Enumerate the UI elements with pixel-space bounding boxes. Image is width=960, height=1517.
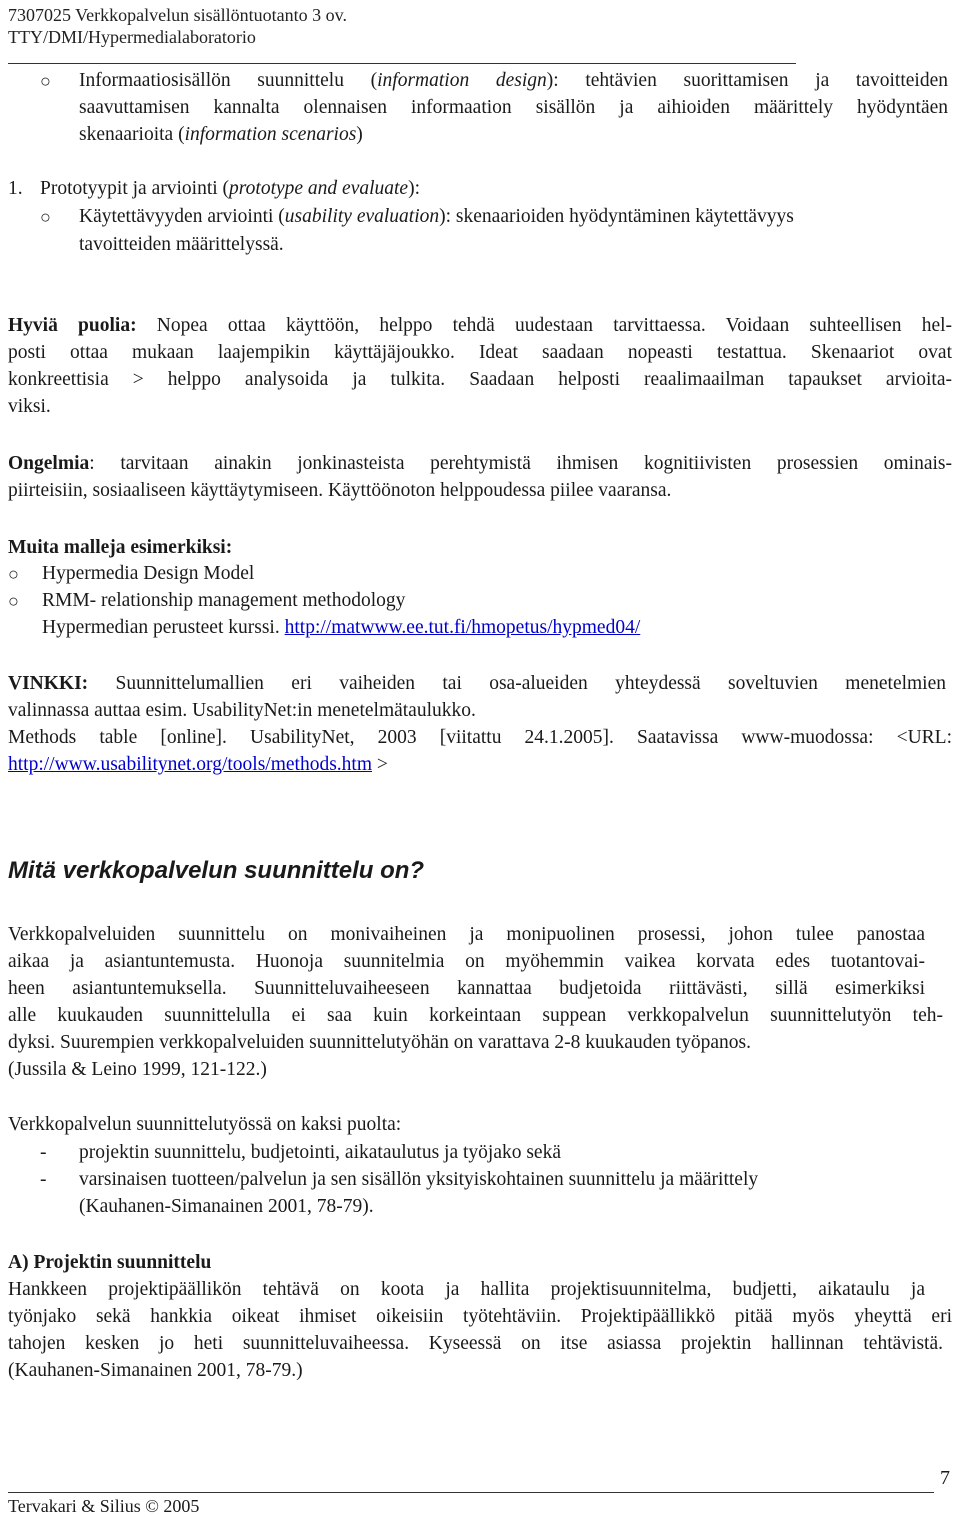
prototype-title: Prototyypit ja arviointi (prototype and evaluate): [40, 178, 421, 199]
usability-eval-line-2: tavoitteiden määrittelyssä. [79, 234, 284, 255]
bullet-icon: ○ [8, 564, 19, 584]
model-item: RMM- relationship management methodology [42, 590, 406, 611]
step-number: 1. [8, 178, 23, 199]
tip-line-3: Methods table [online]. UsabilityNet, 2003 [viitattu 24.1.2005]. Saatavissa www-muodossa: <URL: [8, 727, 952, 748]
model-item: Hypermedia Design Model [42, 563, 255, 584]
pros-line-1: Hyviä puolia: Nopea ottaa käyttöön, helppo tehdä uudestaan tarvittaessa. Voidaan suhteellisen hel- [8, 315, 953, 336]
dash-bullet: - [40, 1169, 47, 1190]
bullet-icon: ○ [40, 207, 51, 227]
para2-intro: Verkkopalvelun suunnittelutyössä on kaksi puolta: [8, 1114, 402, 1135]
para2-item-1: projektin suunnittelu, budjetointi, aikataulutus ja työjako sekä [79, 1142, 561, 1163]
para1-line-2: aikaa ja asiantuntemusta. Huonoja suunnitelmia on myöhemmin vaikea korvata edes tuotantovai- [8, 951, 925, 972]
para1-line-3: heen asiantuntemuksella. Suunnitteluvaiheeseen kannattaa budjetoida riittävästi, sillä esimerkiksi [8, 978, 925, 999]
page-number: 7 [940, 1467, 950, 1489]
tip-line-1: VINKKI: Suunnittelumallien eri vaiheiden tai osa-alueiden yhteydessä soveltuvien menetelmien [8, 673, 947, 694]
project-line-2: työnjako sekä hankkia oikeat ihmiset oikeisiin työtehtäviin. Projektipäällikkö pitää myös yheyttä eri [8, 1306, 952, 1327]
project-line-3: tahojen kesken jo heti suunnitteluvaiheessa. Kyseessä on itse asiassa projektin hallinnan tehtävistä. [8, 1333, 943, 1354]
project-heading: A) Projektin suunnittelu [8, 1252, 212, 1273]
cons-line-1: Ongelmia: tarvitaan ainakin jonkinasteista perehtymistä ihmisen kognitiivisten prosessien ominais- [8, 453, 952, 474]
usability-eval-line-1: Käytettävyyden arviointi (usability evaluation): skenaarioiden hyödyntäminen käytettävyys [79, 206, 794, 227]
pros-line-4: viksi. [8, 396, 51, 417]
tip-line-2: valinnassa auttaa esim. UsabilityNet:in menetelmätaulukko. [8, 700, 476, 721]
course-link[interactable]: http://matwww.ee.tut.fi/hmopetus/hypmed04/ [284, 617, 641, 638]
bullet-icon: ○ [8, 591, 19, 611]
course-reference: Hypermedian perusteet kurssi. http://matwww.ee.tut.fi/hmopetus/hypmed04/ [42, 617, 641, 638]
header-department: TTY/DMI/Hypermedialaboratorio [8, 27, 256, 47]
bullet-icon: ○ [40, 71, 51, 91]
footer-rule [8, 1492, 934, 1493]
header-rule [8, 63, 796, 64]
footer-authors: Tervakari & Silius © 2005 [8, 1496, 200, 1516]
other-models-heading: Muita malleja esimerkiksi: [8, 537, 233, 558]
tip-line-4: http://www.usabilitynet.org/tools/methods.htm > [8, 754, 388, 775]
para1-line-4: alle kuukauden suunnittelulla ei saa kuin korkeintaan suppean verkkopalvelun suunnittelutyön teh- [8, 1005, 943, 1026]
para2-item-2-line-1: varsinaisen tuotteen/palvelun ja sen sisällön yksityiskohtainen suunnittelu ja määrittely [79, 1169, 759, 1190]
info-design-line-2: saavuttamisen kannalta olennaisen informaation sisällön ja aihioiden määrittely hyödyntäen [79, 97, 948, 118]
cons-line-2: piirteisiin, sosiaaliseen käyttäytymiseen. Käyttöönoton helppoudessa piilee vaaransa. [8, 480, 672, 501]
pros-line-3: konkreettisia > helppo analysoida ja tulkita. Saadaan helposti reaalimaailman tapaukset arvioita- [8, 369, 952, 390]
para1-line-1: Verkkopalveluiden suunnittelu on monivaiheinen ja monipuolinen prosessi, johon tulee panostaa [8, 924, 925, 945]
info-design-line-1: Informaatiosisällön suunnittelu (information design): tehtävien suorittamisen ja tavoitteiden [79, 70, 948, 91]
project-line-4: (Kauhanen-Simanainen 2001, 78-79.) [8, 1360, 303, 1381]
dash-bullet: - [40, 1142, 47, 1163]
info-design-line-3: skenaarioita (information scenarios) [79, 124, 363, 145]
section-title: Mitä verkkopalvelun suunnittelu on? [8, 857, 425, 884]
pros-line-2: posti ottaa mukaan laajempikin käyttäjäjoukko. Ideat saadaan nopeasti testattua. Skenaariot ovat [8, 342, 952, 363]
para1-line-6: (Jussila & Leino 1999, 121-122.) [8, 1059, 267, 1080]
project-line-1: Hankkeen projektipäällikön tehtävä on koota ja hallita projektisuunnitelma, budjetti, aikataulu ja [8, 1279, 925, 1300]
header-course-title: 7307025 Verkkopalvelun sisällöntuotanto 3 ov. [8, 5, 347, 25]
usabilitynet-link[interactable]: http://www.usabilitynet.org/tools/methods.htm [8, 754, 372, 775]
para2-item-2-line-2: (Kauhanen-Simanainen 2001, 78-79). [79, 1196, 374, 1217]
para1-line-5: dyksi. Suurempien verkkopalveluiden suunnittelutyöhän on varattava 2-8 kuukauden työpanos. [8, 1032, 752, 1053]
